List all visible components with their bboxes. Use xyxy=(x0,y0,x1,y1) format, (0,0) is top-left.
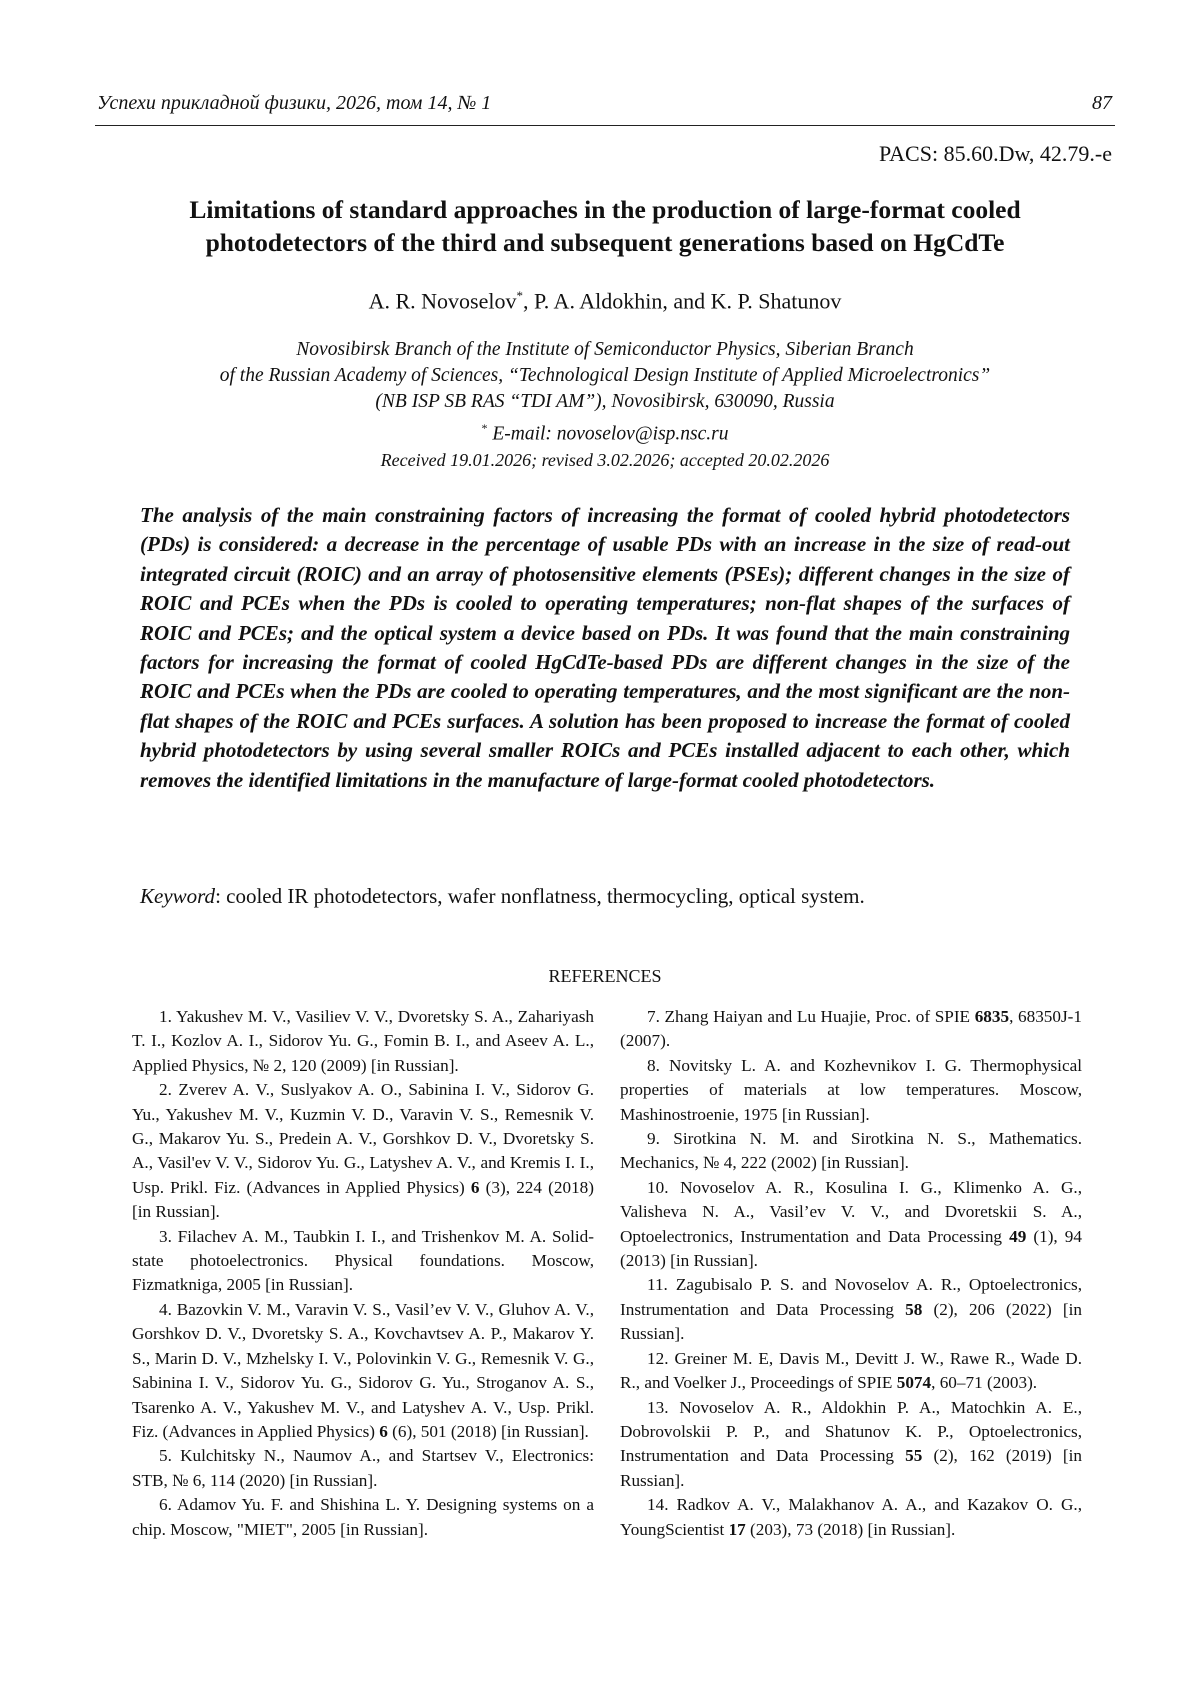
reference-text: 1. Yakushev M. V., Vasiliev V. V., Dvoretsky S. A., Zahariyash T. I., Kozlov A. I., Sidorov Yu. G., Fomin B. I., and Aseev A. L., Applied Physics, № 2, 120 (2009) [in Russian]. xyxy=(132,1007,594,1075)
title-line: Limitations of standard approaches in the production of large-format cooled xyxy=(189,195,1021,224)
reference-text: 14. Radkov A. V., Malakhanov A. A., and Kazakov O. G., YoungScientist xyxy=(620,1495,1082,1539)
reference-item xyxy=(620,1176,1082,1274)
email: E-mail: novoselov@isp.nsc.ru xyxy=(487,423,729,445)
reference-item xyxy=(620,1054,1082,1127)
references-column-left xyxy=(132,1005,594,1542)
reference-text: (203), 73 (2018) [in Russian]. xyxy=(745,1519,956,1539)
reference-text: 10. Novoselov A. R., Kosulina I. G., Klimenko A. G., Valisheva N. A., Vasil’ev V. V., and Dvoretskii S. A., Optoelectronics, Instrumentation and Data Processing xyxy=(620,1177,1082,1246)
pacs-codes: PACS: 85.60.Dw, 42.79.-e xyxy=(878,141,1112,166)
reference-item xyxy=(132,1225,594,1298)
reference-text: 3. Filachev A. M., Taubkin I. I., and Trishenkov M. A. Solid-state photoelectronics. Physical foundations. Moscow, Fizmatkniga, 2005 [in Russian]. xyxy=(132,1226,594,1295)
reference-item xyxy=(132,1444,594,1493)
reference-text: 11. Zagubisalo P. S. and Novoselov A. R., Optoelectronics, Instrumentation and Data Processing xyxy=(620,1275,1082,1319)
page-number: 87 xyxy=(1092,92,1112,114)
reference-item xyxy=(132,1005,594,1078)
references-heading: REFERENCES xyxy=(548,966,662,986)
author-rest: , P. A. Aldokhin, and K. P. Shatunov xyxy=(522,288,842,314)
reference-text: (2), 162 (2019) [in Russian]. xyxy=(620,1446,1082,1490)
reference-item xyxy=(132,1298,594,1444)
abstract: The analysis of the main constraining factors of increasing the format of cooled hybrid photodetectors (PDs) is considered: a decrease in the percentage of usable PDs with an increase in the size of read-out integrated circuit (ROIC) and an array of photosensitive elements (PSEs); different changes in the size of ROIC and PCEs when the PDs is cooled to operating temperatures; non-flat shapes of the surfaces of ROIC and PCEs; and the optical system a device based on PDs. It was found that the main constraining factors for increasing the format of cooled HgCdTe-based PDs are different changes in the size of the ROIC and PCEs when the PDs are cooled to operating temperatures, and the most significant are the non-flat shapes of the ROIC and PCEs surfaces. A solution has been proposed to increase the format of cooled hybrid photodetectors by using several smaller ROICs and PCEs installed adjacent to each other, which removes the identified limitations in the manufacture of large-format cooled photodetectors. xyxy=(140,503,1070,792)
reference-volume: 6 xyxy=(470,1177,480,1197)
running-header xyxy=(97,92,1112,115)
reference-text: 4. Bazovkin V. M., Varavin V. S., Vasil’ev V. V., Gluhov A. V., Gorshkov D. V., Dvoretsky S. A., Kovchavtsev A. P., Makarov Y. S., Marin D. V., Mzhelsky I. V., Polovinkin V. G., Remesnik V. G., Sabinina I. V., Sidorov Yu. G., Sidorov G. Yu., Stroganov A. S., Tsarenko A. V., Yakushev M. V., and Latyshev A. V., Usp. Prikl. Fiz. (Advances in Applied Physics) xyxy=(132,1299,594,1441)
reference-item xyxy=(132,1493,594,1542)
reference-text: 8. Novitsky L. A. and Kozhevnikov I. G. Thermophysical properties of materials at low temperatures. Moscow, Mashinostroenie, 1975 [in Russian]. xyxy=(620,1055,1082,1124)
title-line: photodetectors of the third and subsequent generations based on HgCdTe xyxy=(205,228,1005,257)
journal-title: Успехи прикладной физики, 2026, том 14, № 1 xyxy=(97,92,492,114)
reference-volume: 17 xyxy=(728,1519,746,1539)
author-first: A. R. Novoselov xyxy=(368,288,517,314)
email-mark: * xyxy=(481,421,488,435)
reference-volume: 6835 xyxy=(974,1007,1010,1026)
reference-item xyxy=(620,1396,1082,1494)
reference-item xyxy=(620,1493,1082,1542)
corresponding-mark: * xyxy=(516,288,523,303)
reference-text: (1), 94 (2013) [in Russian]. xyxy=(620,1226,1082,1271)
reference-text: 2. Zverev A. V., Suslyakov A. O., Sabinina I. V., Sidorov G. Yu., Yakushev M. V., Kuzmin V. D., Varavin V. S., Remesnik V. G., Makarov Yu. S., Predein A. V., Gorshkov D. V., Dvoretsky S. A., Vasil'ev V. V., Sidorov Yu. G., Latyshev A. V., and Kremis I. I., Usp. Prikl. Fiz. (Advances in Applied Physics) xyxy=(132,1080,594,1197)
affiliation-line: (NB ISP SB RAS “TDI AM”), Novosibirsk, 630090, Russia xyxy=(375,391,835,412)
paper-title xyxy=(95,193,1115,259)
reference-text: , 68350J-1 (2007). xyxy=(620,1007,1082,1051)
email-line xyxy=(95,415,1115,448)
reference-text: 7. Zhang Haiyan and Lu Huajie, Proc. of SPIE xyxy=(647,1007,975,1026)
reference-text: 13. Novoselov A. R., Aldokhin P. A., Matochkin A. E., Dobrovolskii P. P., and Shatunov K. P., Optoelectronics, Instrumentation and Data Processing xyxy=(620,1397,1082,1466)
affiliation-line: Novosibirsk Branch of the Institute of Semiconductor Physics, Siberian Branch xyxy=(296,339,914,360)
reference-text: , 60–71 (2003). xyxy=(931,1373,1038,1393)
reference-volume: 55 xyxy=(905,1446,923,1466)
reference-text: (6), 501 (2018) [in Russian]. xyxy=(387,1421,589,1441)
reference-item xyxy=(620,1347,1082,1396)
submission-dates: Received 19.01.2026; revised 3.02.2026; accepted 20.02.2026 xyxy=(380,450,830,470)
affiliation-line: of the Russian Academy of Sciences, “Technological Design Institute of Applied Microelectronics” xyxy=(219,365,991,386)
author-list xyxy=(95,288,1115,314)
reference-item xyxy=(620,1273,1082,1346)
reference-text: (3), 224 (2018) [in Russian]. xyxy=(132,1177,594,1222)
reference-volume: 6 xyxy=(379,1421,388,1441)
reference-volume: 49 xyxy=(1009,1226,1027,1246)
reference-text: 5. Kulchitsky N., Naumov A., and Startsev V., Electronics: STB, № 6, 114 (2020) [in Russian]. xyxy=(132,1446,594,1490)
reference-text: (2), 206 (2022) [in Russian]. xyxy=(620,1299,1082,1344)
reference-item xyxy=(620,1127,1082,1176)
references-column-right xyxy=(620,1005,1082,1542)
reference-item xyxy=(620,1005,1082,1054)
header-rule xyxy=(95,125,1115,126)
keywords-text: : cooled IR photodetectors, wafer nonflatness, thermocycling, optical system. xyxy=(215,884,865,908)
reference-volume: 58 xyxy=(905,1299,923,1319)
reference-volume: 5074 xyxy=(896,1373,932,1393)
reference-text: 9. Sirotkina N. M. and Sirotkina N. S., Mathematics. Mechanics, № 4, 222 (2002) [in Russian]. xyxy=(620,1129,1082,1173)
reference-text: 6. Adamov Yu. F. and Shishina L. Y. Designing systems on a chip. Moscow, "MIET", 2005 [in Russian]. xyxy=(132,1495,594,1539)
reference-item xyxy=(132,1078,594,1224)
affiliation xyxy=(95,337,1115,448)
keywords-label: Keyword xyxy=(140,884,216,908)
keywords xyxy=(140,884,1070,909)
reference-text: 12. Greiner M. E, Davis M., Devitt J. W., Rawe R., Wade D. R., and Voelker J., Proceedings of SPIE xyxy=(620,1348,1082,1393)
